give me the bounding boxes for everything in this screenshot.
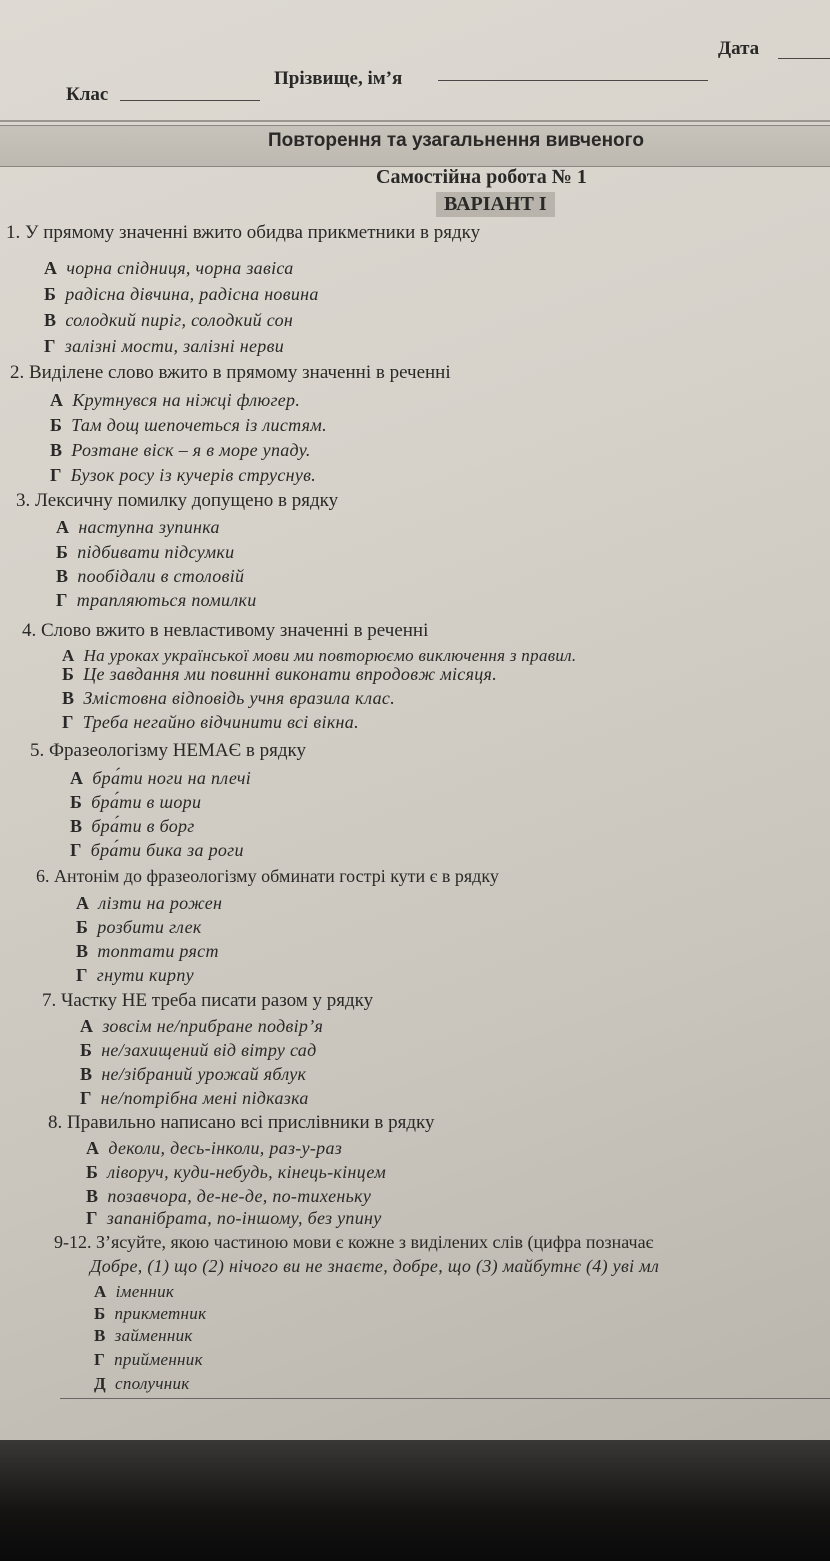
- option-letter: А: [86, 1138, 100, 1158]
- option-text: позавчора, де-не-де, по-тихеньку: [107, 1186, 372, 1206]
- q6-option-c[interactable]: [76, 941, 219, 962]
- option-letter: Г: [44, 336, 56, 356]
- option-letter: Б: [56, 542, 69, 562]
- q9-option-b[interactable]: [94, 1304, 206, 1324]
- option-letter: А: [80, 1016, 94, 1036]
- page-title: Повторення та узагальнення вивченого: [268, 130, 644, 151]
- q9-option-a[interactable]: [94, 1282, 174, 1302]
- q6-option-d[interactable]: [76, 965, 194, 986]
- variant-label: ВАРІАНТ І: [436, 192, 555, 217]
- option-text: Там дощ шепочеться із листям.: [71, 415, 327, 435]
- option-text: наступна зупинка: [78, 517, 220, 537]
- option-letter: Б: [94, 1304, 106, 1323]
- option-letter: Г: [94, 1350, 106, 1369]
- option-text: не/потрібна мені підказка: [100, 1088, 309, 1108]
- option-letter: Г: [62, 712, 74, 732]
- work-subtitle: Самостійна робота № 1: [376, 166, 587, 188]
- question-9-12: 9-12. З’ясуйте, якою частиною мови є кожне з виділених слів (цифра позначає: [54, 1232, 654, 1252]
- q9-option-d[interactable]: [94, 1350, 203, 1370]
- option-letter: В: [76, 941, 89, 961]
- q8-option-a[interactable]: [86, 1138, 342, 1159]
- q9-sentence: [90, 1256, 659, 1277]
- question-1: 1. У прямому значенні вжито обидва прикметники в рядку: [6, 222, 481, 243]
- option-letter: Г: [80, 1088, 92, 1108]
- question-2: 2. Виділене слово вжито в прямому значенні в реченні: [10, 362, 451, 383]
- option-text: чорна спідниця, чорна завіса: [66, 258, 294, 278]
- q1-option-b[interactable]: [44, 284, 319, 305]
- option-text: підбивати підсумки: [77, 542, 235, 562]
- option-letter: Г: [76, 965, 88, 985]
- q3-option-c[interactable]: [56, 566, 244, 587]
- option-letter: А: [56, 517, 70, 537]
- option-text: радісна дівчина, радісна новина: [65, 284, 319, 304]
- option-letter: В: [86, 1186, 99, 1206]
- option-letter: Б: [86, 1162, 99, 1182]
- q3-option-d[interactable]: [56, 590, 257, 611]
- option-text: топтати ряст: [97, 941, 219, 961]
- q6-option-b[interactable]: [76, 917, 202, 938]
- option-text: трапляються помилки: [76, 590, 257, 610]
- question-3: 3. Лексичну помилку допущено в рядку: [16, 490, 339, 511]
- option-letter: В: [70, 816, 83, 836]
- option-text: Бузок росу із кучерів струснув.: [70, 465, 317, 485]
- question-7: 7. Частку НЕ треба писати разом у рядку: [42, 990, 374, 1011]
- q4-option-c[interactable]: [62, 688, 395, 709]
- option-text: іменник: [115, 1282, 175, 1301]
- option-letter: А: [76, 893, 90, 913]
- option-letter: В: [94, 1326, 106, 1345]
- option-letter: В: [62, 688, 75, 708]
- option-text: розбити глек: [97, 917, 202, 937]
- option-text: зовсім не/прибране подвір’я: [102, 1016, 324, 1036]
- option-letter: Б: [62, 664, 75, 684]
- option-text: пообідали в столовій: [77, 566, 245, 586]
- option-text: прийменник: [114, 1350, 203, 1369]
- option-text: не/зібраний урожай яблук: [101, 1064, 307, 1084]
- date-field-line[interactable]: [778, 58, 830, 59]
- option-text: Розтане віск – я в море упаду.: [71, 440, 311, 460]
- option-text: залізні мости, залізні нерви: [64, 336, 285, 356]
- option-letter: Б: [50, 415, 63, 435]
- q5-option-a[interactable]: [70, 768, 251, 789]
- name-label: Прізвище, ім’я: [274, 68, 403, 89]
- option-letter: Г: [50, 465, 62, 485]
- option-letter: Г: [70, 840, 82, 860]
- option-letter: В: [56, 566, 69, 586]
- question-8: 8. Правильно написано всі прислівники в рядку: [48, 1112, 435, 1133]
- option-letter: В: [80, 1064, 93, 1084]
- q8-option-c[interactable]: [86, 1186, 371, 1207]
- option-text: сполучник: [115, 1374, 190, 1393]
- option-text: Крутнувся на ніжці флюгер.: [72, 390, 301, 410]
- option-letter: Б: [80, 1040, 93, 1060]
- option-text: деколи, десь-інколи, раз-у-раз: [108, 1138, 343, 1158]
- option-letter: А: [70, 768, 84, 788]
- q2-option-d[interactable]: [50, 465, 316, 486]
- q1-option-d[interactable]: [44, 336, 284, 357]
- q7-option-d[interactable]: [80, 1088, 309, 1109]
- top-divider: [0, 120, 830, 122]
- sentence-text: Добре, (1) що (2) нічого ви не знаєте, добре, що (3) майбутнє (4) уві мл: [90, 1256, 660, 1276]
- q2-option-c[interactable]: [50, 440, 311, 461]
- q8-option-b[interactable]: [86, 1162, 386, 1183]
- option-letter: А: [50, 390, 64, 410]
- option-letter: В: [44, 310, 57, 330]
- q2-option-a[interactable]: [50, 390, 300, 411]
- class-field-line[interactable]: [120, 100, 260, 101]
- q5-option-d[interactable]: [70, 840, 244, 861]
- option-text: займенник: [114, 1326, 193, 1345]
- option-letter: А: [62, 646, 75, 665]
- date-label: Дата: [718, 38, 760, 59]
- q9-option-e[interactable]: [94, 1374, 190, 1394]
- q5-option-b[interactable]: [70, 792, 201, 813]
- q7-option-b[interactable]: [80, 1040, 317, 1061]
- option-text: Змістовна відповідь учня вразила клас.: [83, 688, 395, 708]
- option-letter: А: [44, 258, 58, 278]
- option-text: прикметник: [114, 1304, 207, 1323]
- option-text: На уроках української мови ми повторюємо виключення з правил.: [83, 646, 577, 665]
- name-field-line[interactable]: [438, 80, 708, 81]
- option-letter: Д: [94, 1374, 106, 1393]
- option-text: бра́ти в шори: [91, 792, 202, 812]
- option-letter: Г: [86, 1208, 98, 1228]
- table-background: [0, 1440, 830, 1561]
- question-5: 5. Фразеологізму НЕМАЄ в рядку: [30, 740, 307, 761]
- q3-option-b[interactable]: [56, 542, 234, 563]
- q4-option-a[interactable]: [62, 646, 576, 666]
- class-label: Клас: [66, 84, 109, 105]
- q2-option-b[interactable]: [50, 415, 327, 436]
- question-6: 6. Антонім до фразеологізму обминати гострі кути є в рядку: [36, 866, 499, 886]
- option-text: Це завдання ми повинні виконати впродовж місяця.: [83, 664, 498, 684]
- q7-option-c[interactable]: [80, 1064, 306, 1085]
- q3-option-a[interactable]: [56, 517, 220, 538]
- option-text: Треба негайно відчинити всі вікна.: [82, 712, 359, 732]
- option-text: бра́ти ноги на плечі: [92, 768, 252, 788]
- q9-option-c[interactable]: [94, 1326, 193, 1346]
- option-text: бра́ти бика за роги: [90, 840, 244, 860]
- bottom-divider: [60, 1398, 830, 1399]
- option-letter: А: [94, 1282, 107, 1301]
- option-letter: Б: [44, 284, 57, 304]
- q7-option-a[interactable]: [80, 1016, 323, 1037]
- q8-option-d[interactable]: [86, 1208, 382, 1229]
- question-4: 4. Слово вжито в невластивому значенні в реченні: [22, 620, 429, 641]
- q1-option-c[interactable]: [44, 310, 293, 331]
- option-text: ліворуч, куди-небудь, кінець-кінцем: [107, 1162, 387, 1182]
- option-letter: Г: [56, 590, 68, 610]
- q6-option-a[interactable]: [76, 893, 222, 914]
- option-text: запанібрата, по-іншому, без упину: [106, 1208, 382, 1228]
- option-text: лізти на рожен: [98, 893, 223, 913]
- option-text: гнути кирпу: [96, 965, 194, 985]
- option-text: солодкий пиріг, солодкий сон: [65, 310, 294, 330]
- q4-option-d[interactable]: [62, 712, 359, 733]
- option-text: не/захищений від вітру сад: [101, 1040, 317, 1060]
- option-letter: Б: [76, 917, 89, 937]
- option-letter: В: [50, 440, 63, 460]
- q4-option-b[interactable]: [62, 664, 497, 685]
- option-text: бра́ти в борг: [91, 816, 195, 836]
- option-letter: Б: [70, 792, 83, 812]
- q1-option-a[interactable]: [44, 258, 294, 279]
- q5-option-c[interactable]: [70, 816, 195, 837]
